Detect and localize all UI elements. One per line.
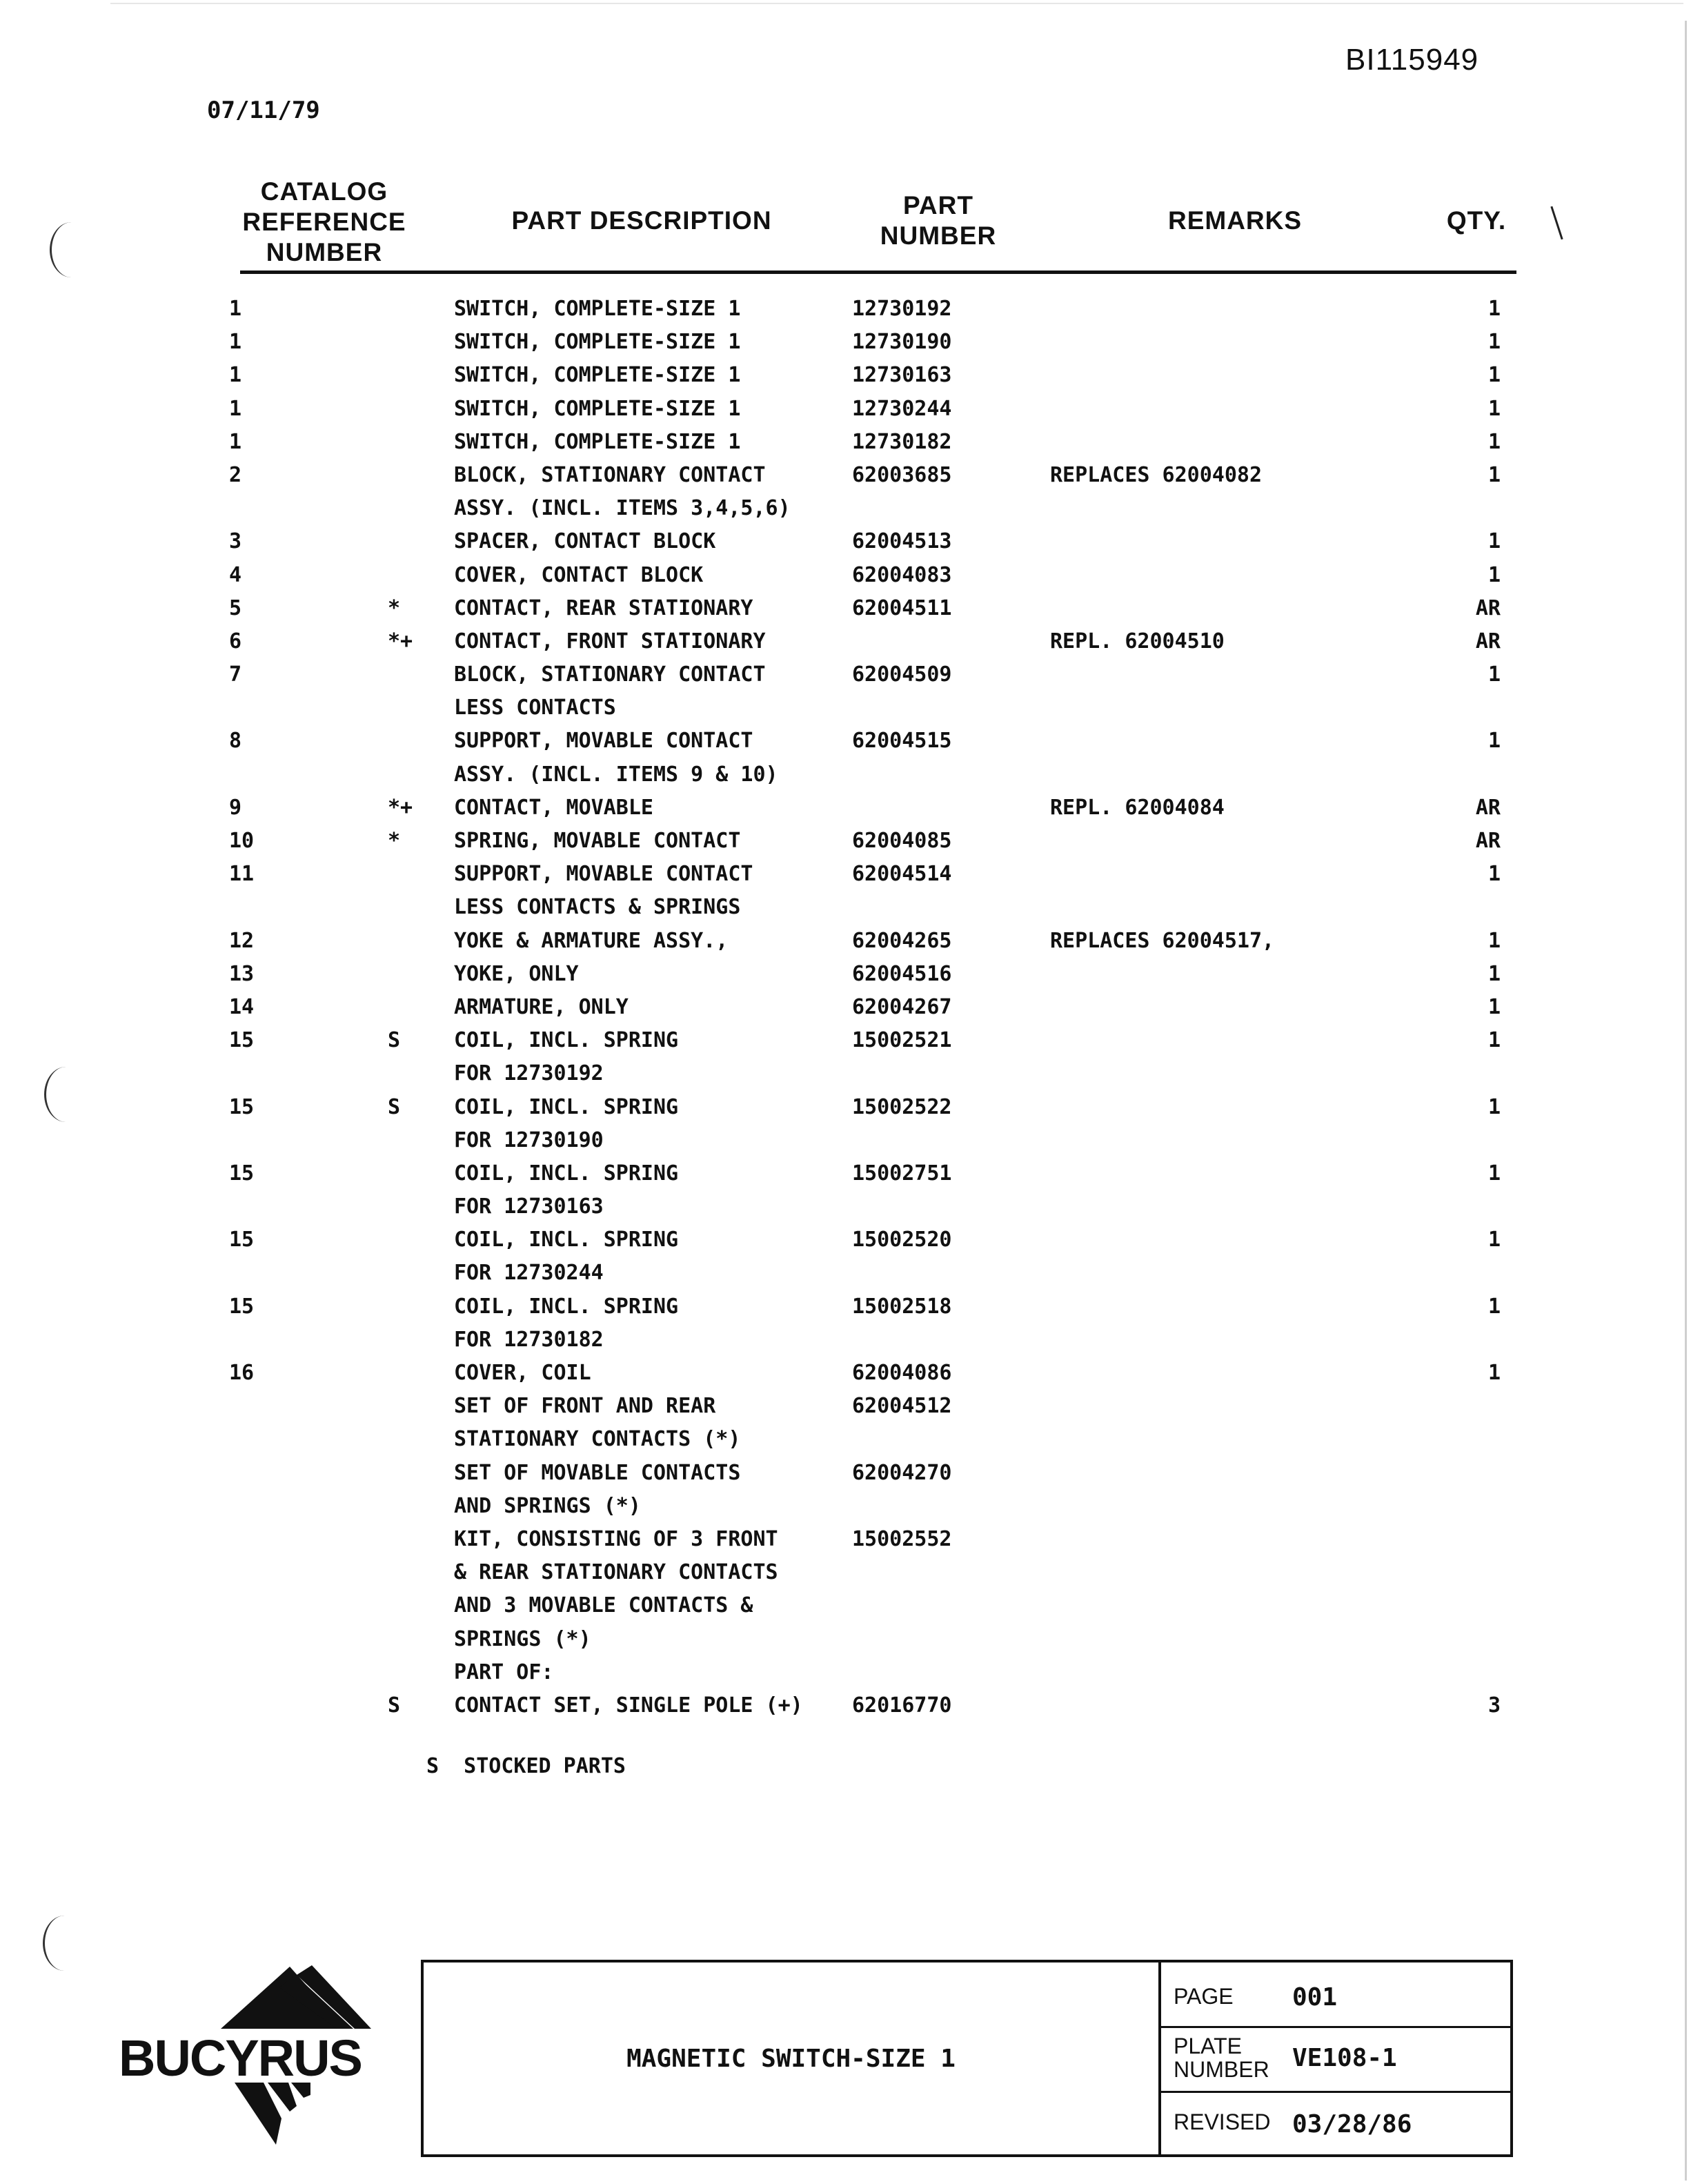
table-row: [0, 393, 1691, 426]
catalog-ref-cell: 12: [229, 928, 255, 953]
description-cell: FOR 12730192: [454, 1061, 604, 1086]
quantity-cell: 1: [1487, 562, 1501, 587]
description-cell: SWITCH, COMPLETE-SIZE 1: [454, 396, 741, 421]
quantity-cell: 1: [1487, 1361, 1501, 1385]
catalog-ref-cell: 15: [229, 1094, 255, 1119]
table-row: [0, 1157, 1691, 1190]
quantity-cell: 1: [1487, 330, 1501, 355]
quantity-cell: 1: [1487, 1028, 1501, 1053]
punch-hole-mark: [50, 222, 93, 277]
catalog-ref-cell: 1: [229, 297, 242, 321]
part-number-cell: 12730163: [852, 363, 952, 388]
table-row: [0, 1057, 1691, 1090]
marker-cell: *+: [388, 629, 413, 653]
catalog-ref-cell: 6: [229, 629, 242, 653]
table-row: [0, 592, 1691, 625]
part-number-cell: 62004512: [852, 1394, 952, 1419]
catalog-ref-cell: 4: [229, 562, 242, 587]
part-number-cell: 62004086: [852, 1361, 952, 1385]
description-cell: CONTACT SET, SINGLE POLE (+): [454, 1693, 803, 1718]
part-number-cell: 62004515: [852, 729, 952, 754]
quantity-cell: 1: [1487, 1228, 1501, 1252]
table-row: [0, 1257, 1691, 1290]
stocked-parts-legend: S STOCKED PARTS: [426, 1754, 626, 1778]
catalog-ref-cell: 11: [229, 862, 255, 887]
part-number-cell: 12730190: [852, 330, 952, 355]
table-row: [0, 625, 1691, 658]
table-row: [0, 1091, 1691, 1124]
quantity-cell: 1: [1487, 1294, 1501, 1319]
page-value: 001: [1292, 1983, 1338, 2011]
description-cell: SPRINGS (*): [454, 1626, 591, 1651]
remarks-cell: REPL. 62004510: [1050, 629, 1225, 653]
table-row: [0, 791, 1691, 825]
table-row: [0, 559, 1691, 592]
part-number-cell: 62004267: [852, 994, 952, 1019]
quantity-cell: 1: [1487, 994, 1501, 1019]
document-id: BI115949: [1345, 43, 1479, 77]
catalog-ref-cell: 7: [229, 662, 242, 687]
table-row: [0, 1223, 1691, 1257]
table-row: [0, 1457, 1691, 1490]
description-cell: AND SPRINGS (*): [454, 1493, 641, 1518]
revised-label: REVISED: [1174, 2109, 1271, 2134]
part-number-cell: 62016770: [852, 1693, 952, 1718]
table-row: [0, 991, 1691, 1024]
catalog-ref-cell: 15: [229, 1228, 255, 1252]
catalog-ref-cell: 1: [229, 429, 242, 454]
quantity-cell: 1: [1487, 529, 1501, 554]
table-row: [0, 1290, 1691, 1324]
header-catalog-reference: [228, 177, 421, 268]
quantity-cell: 1: [1487, 862, 1501, 887]
quantity-cell: 1: [1487, 462, 1501, 487]
catalog-ref-cell: 8: [229, 729, 242, 754]
table-row: [0, 1024, 1691, 1057]
table-row: [0, 925, 1691, 958]
part-number-cell: 62004270: [852, 1460, 952, 1485]
part-number-cell: 62004513: [852, 529, 952, 554]
table-row: [0, 326, 1691, 359]
quantity-cell: AR: [1475, 829, 1501, 853]
quantity-cell: 1: [1487, 662, 1501, 687]
description-cell: SUPPORT, MOVABLE CONTACT: [454, 729, 753, 754]
description-cell: CONTACT, REAR STATIONARY: [454, 596, 753, 620]
quantity-cell: 1: [1487, 961, 1501, 986]
description-cell: ASSY. (INCL. ITEMS 3,4,5,6): [454, 496, 791, 521]
header-rule: [240, 270, 1516, 274]
description-cell: LESS CONTACTS & SPRINGS: [454, 895, 741, 920]
table-row: [0, 1490, 1691, 1523]
description-cell: SWITCH, COMPLETE-SIZE 1: [454, 429, 741, 454]
description-cell: FOR 12730163: [454, 1194, 604, 1219]
part-number-cell: 62004265: [852, 928, 952, 953]
table-row: [0, 725, 1691, 758]
table-row: [0, 691, 1691, 725]
table-row: [0, 1689, 1691, 1722]
part-number-cell: 62004511: [852, 596, 952, 620]
header-part-description: PART DESCRIPTION: [511, 206, 772, 235]
description-cell: LESS CONTACTS: [454, 696, 616, 720]
title-block-divider: [1161, 2026, 1513, 2028]
part-number-cell: 15002520: [852, 1228, 952, 1252]
document-title: MAGNETIC SWITCH-SIZE 1: [626, 2044, 956, 2073]
table-row: [0, 858, 1691, 891]
description-cell: STATIONARY CONTACTS (*): [454, 1427, 741, 1452]
description-cell: FOR 12730190: [454, 1128, 604, 1152]
catalog-ref-cell: 3: [229, 529, 242, 554]
quantity-cell: 1: [1487, 363, 1501, 388]
part-number-cell: 15002522: [852, 1094, 952, 1119]
title-block-divider: [1161, 2091, 1513, 2093]
quantity-cell: 1: [1487, 928, 1501, 953]
page-field: [1161, 1978, 1513, 2019]
description-cell: AND 3 MOVABLE CONTACTS &: [454, 1593, 753, 1618]
scan-edge-top: [110, 3, 1683, 4]
catalog-ref-cell: 14: [229, 994, 255, 1019]
table-row: [0, 658, 1691, 691]
table-row: [0, 459, 1691, 492]
table-row: [0, 758, 1691, 791]
catalog-ref-cell: 9: [229, 795, 242, 820]
title-block: [421, 1960, 1513, 2157]
part-number-cell: 12730182: [852, 429, 952, 454]
catalog-ref-cell: 15: [229, 1294, 255, 1319]
part-number-cell: 15002751: [852, 1161, 952, 1186]
plate-number-label: PLATE NUMBER: [1174, 2034, 1269, 2082]
description-cell: CONTACT, MOVABLE: [454, 795, 653, 820]
part-number-cell: 62004083: [852, 562, 952, 587]
description-cell: BLOCK, STATIONARY CONTACT: [454, 662, 766, 687]
title-block-info: [1158, 1962, 1513, 2154]
marker-cell: S: [388, 1693, 401, 1718]
description-cell: SWITCH, COMPLETE-SIZE 1: [454, 330, 741, 355]
remarks-cell: REPL. 62004084: [1050, 795, 1225, 820]
marker-cell: *: [388, 596, 401, 620]
part-number-cell: 15002518: [852, 1294, 952, 1319]
description-cell: BLOCK, STATIONARY CONTACT: [454, 462, 766, 487]
remarks-cell: REPLACES 62004517,: [1050, 928, 1275, 953]
description-cell: PART OF:: [454, 1660, 554, 1684]
description-cell: FOR 12730182: [454, 1327, 604, 1352]
description-cell: & REAR STATIONARY CONTACTS: [454, 1560, 778, 1585]
description-cell: KIT, CONSISTING OF 3 FRONT: [454, 1526, 778, 1551]
description-cell: COVER, CONTACT BLOCK: [454, 562, 704, 587]
part-number-cell: 62004516: [852, 961, 952, 986]
table-row: [0, 359, 1691, 392]
table-row: [0, 825, 1691, 858]
part-number-cell: 62004085: [852, 829, 952, 853]
quantity-cell: 1: [1487, 1161, 1501, 1186]
description-cell: ASSY. (INCL. ITEMS 9 & 10): [454, 762, 778, 787]
table-row: [0, 525, 1691, 558]
catalog-ref-cell: 15: [229, 1028, 255, 1053]
punch-hole-mark: [43, 1916, 86, 1971]
table-row: [0, 426, 1691, 459]
quantity-cell: 3: [1487, 1693, 1501, 1718]
header-quantity: QTY.: [1446, 206, 1507, 235]
table-row: [0, 1623, 1691, 1656]
quantity-cell: AR: [1475, 629, 1501, 653]
table-row: [0, 1589, 1691, 1622]
quantity-cell: 1: [1487, 729, 1501, 754]
description-cell: SWITCH, COMPLETE-SIZE 1: [454, 297, 741, 321]
part-number-cell: 62003685: [852, 462, 952, 487]
description-cell: FOR 12730244: [454, 1261, 604, 1286]
part-number-cell: 15002521: [852, 1028, 952, 1053]
description-cell: COIL, INCL. SPRING: [454, 1294, 679, 1319]
parts-table: [0, 293, 1691, 1722]
catalog-ref-cell: 15: [229, 1161, 255, 1186]
catalog-ref-cell: 1: [229, 396, 242, 421]
part-number-cell: 12730244: [852, 396, 952, 421]
description-cell: ARMATURE, ONLY: [454, 994, 629, 1019]
quantity-cell: 1: [1487, 429, 1501, 454]
marker-cell: *: [388, 829, 401, 853]
table-row: [0, 1190, 1691, 1223]
table-row: [0, 1423, 1691, 1456]
catalog-ref-cell: 1: [229, 330, 242, 355]
quantity-cell: AR: [1475, 596, 1501, 620]
table-row: [0, 1523, 1691, 1556]
part-number-cell: 12730192: [852, 297, 952, 321]
catalog-ref-cell: 2: [229, 462, 242, 487]
description-cell: COIL, INCL. SPRING: [454, 1028, 679, 1053]
catalog-ref-cell: 1: [229, 363, 242, 388]
bucyrus-logo-text: BUCYRUS: [119, 2029, 362, 2087]
table-row: [0, 1324, 1691, 1357]
table-row: [0, 1556, 1691, 1589]
table-row: [0, 1357, 1691, 1390]
header-part-number-text: PART NUMBER: [880, 191, 997, 250]
catalog-ref-cell: 16: [229, 1361, 255, 1385]
description-cell: YOKE & ARMATURE ASSY.,: [454, 928, 729, 953]
part-number-cell: 62004509: [852, 662, 952, 687]
plate-number-value: VE108-1: [1292, 2044, 1397, 2072]
remarks-cell: REPLACES 62004082: [1050, 462, 1263, 487]
quantity-cell: AR: [1475, 795, 1501, 820]
marker-cell: S: [388, 1028, 401, 1053]
table-row: [0, 1390, 1691, 1423]
revised-field: [1161, 2101, 1513, 2142]
description-cell: SPACER, CONTACT BLOCK: [454, 529, 716, 554]
quantity-cell: 1: [1487, 396, 1501, 421]
quantity-cell: 1: [1487, 297, 1501, 321]
description-cell: SPRING, MOVABLE CONTACT: [454, 829, 741, 853]
catalog-ref-cell: 5: [229, 596, 242, 620]
part-number-cell: 62004514: [852, 862, 952, 887]
description-cell: COVER, COIL: [454, 1361, 591, 1385]
header-catalog-reference-text: CATALOG REFERENCE NUMBER: [242, 177, 406, 266]
description-cell: CONTACT, FRONT STATIONARY: [454, 629, 766, 653]
marker-cell: S: [388, 1094, 401, 1119]
catalog-ref-cell: 13: [229, 961, 255, 986]
description-cell: COIL, INCL. SPRING: [454, 1228, 679, 1252]
revised-value: 03/28/86: [1292, 2110, 1412, 2138]
table-row: [0, 1124, 1691, 1157]
pen-mark: [1550, 206, 1563, 239]
description-cell: SUPPORT, MOVABLE CONTACT: [454, 862, 753, 887]
marker-cell: *+: [388, 795, 413, 820]
page-label: PAGE: [1174, 1984, 1234, 2009]
plate-number-field: [1161, 2034, 1513, 2089]
table-row: [0, 492, 1691, 525]
table-row: [0, 891, 1691, 924]
header-part-number: [842, 190, 1035, 251]
table-row: [0, 958, 1691, 991]
part-number-cell: 15002552: [852, 1526, 952, 1551]
catalog-ref-cell: 10: [229, 829, 255, 853]
description-cell: SET OF MOVABLE CONTACTS: [454, 1460, 741, 1485]
description-cell: COIL, INCL. SPRING: [454, 1161, 679, 1186]
description-cell: COIL, INCL. SPRING: [454, 1094, 679, 1119]
bucyrus-logo: [110, 1960, 400, 2160]
table-row: [0, 293, 1691, 326]
table-row: [0, 1656, 1691, 1689]
document-date: 07/11/79: [207, 97, 320, 124]
header-remarks: REMARKS: [1167, 206, 1303, 235]
description-cell: YOKE, ONLY: [454, 961, 579, 986]
quantity-cell: 1: [1487, 1094, 1501, 1119]
description-cell: SET OF FRONT AND REAR: [454, 1394, 716, 1419]
description-cell: SWITCH, COMPLETE-SIZE 1: [454, 363, 741, 388]
